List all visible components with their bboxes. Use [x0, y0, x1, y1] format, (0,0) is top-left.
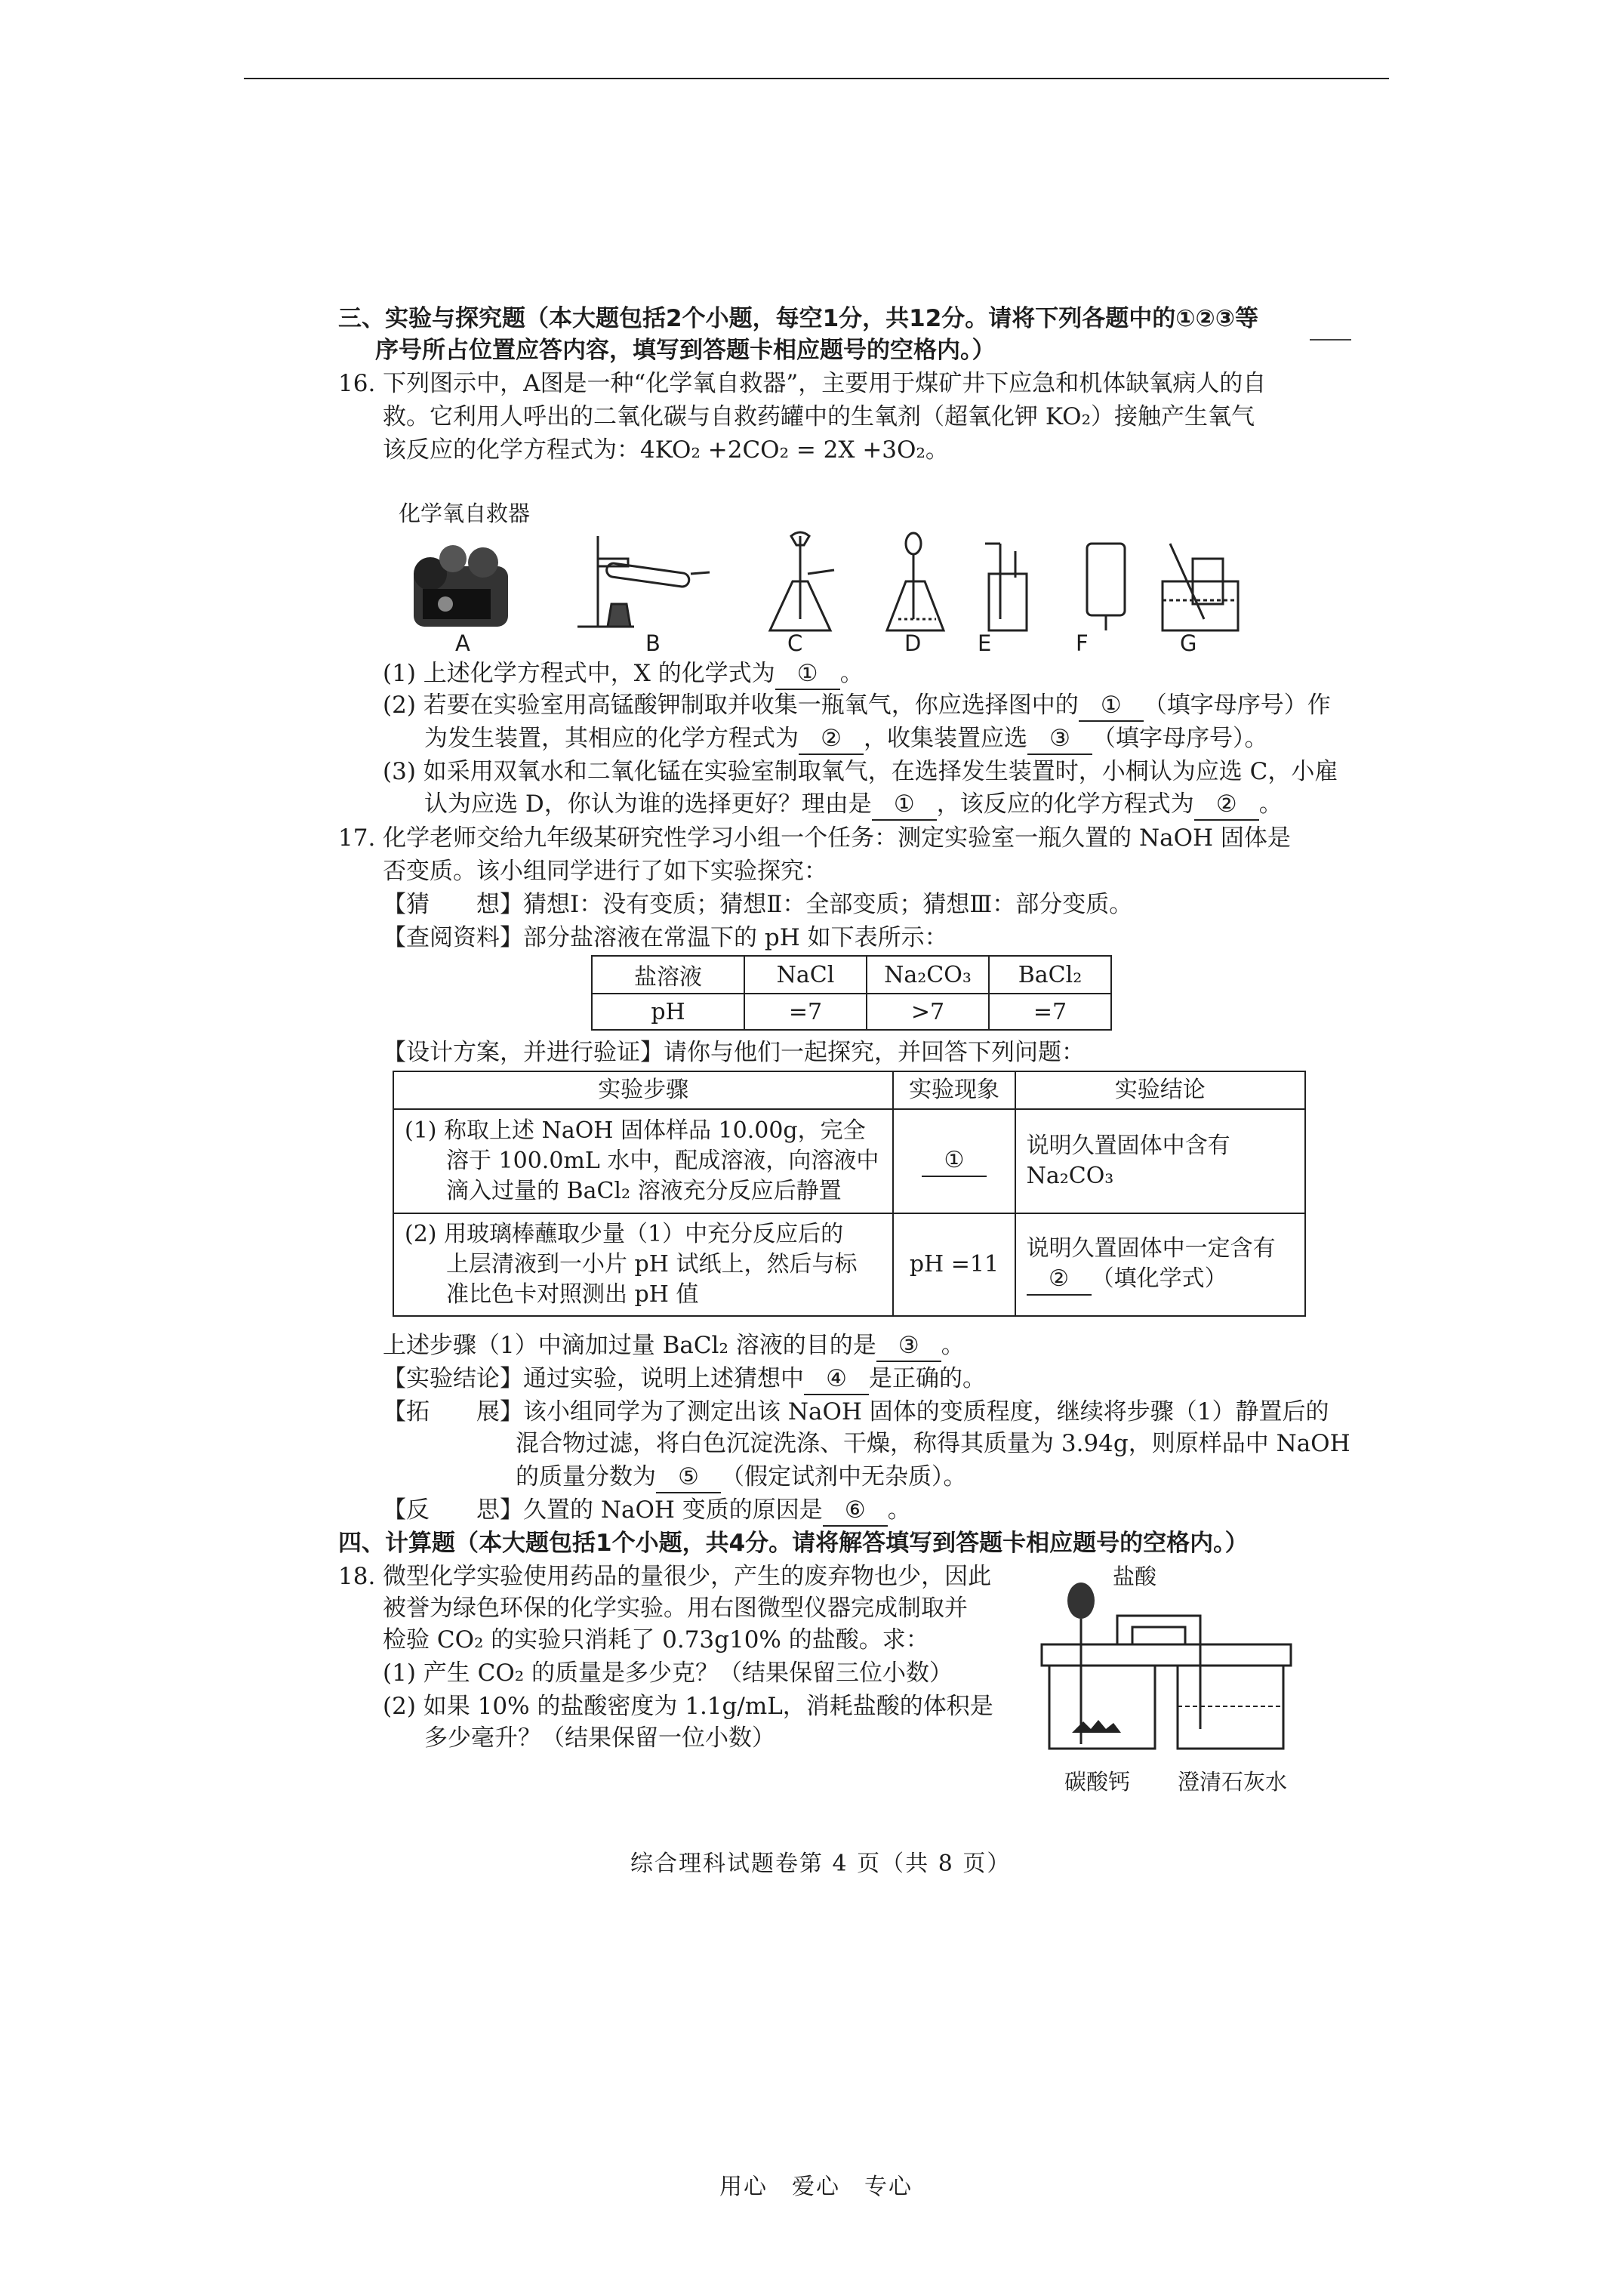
q16-p3a: (3) 如采用双氧水和二氧化锰在实验室制取氧气，在选择发生装置时，小桐认为应选 C，小雇 [383, 758, 1338, 785]
ph-table [591, 955, 1112, 1031]
q17-line2: 否变质。该小组同学进行了如下实验探究： [383, 858, 827, 885]
q18-fig-caco3: 碳酸钙 [1064, 1769, 1131, 1795]
q16-p2b [424, 723, 1268, 755]
q17-conclusion-text: 【实验结论】通过实验，说明上述猜想中 [383, 1365, 804, 1392]
ph-row-1: =7 [744, 994, 867, 1030]
margin-dash [1310, 339, 1351, 341]
q17-reflect-blank: ⑥ [823, 1495, 888, 1527]
q18-line6: 多少毫升？（结果保留一位小数） [424, 1724, 775, 1752]
fig-label-e: E [978, 630, 992, 656]
q17-conclusion-end: 是正确的。 [869, 1365, 986, 1392]
q16-p1-end: 。 [839, 660, 864, 687]
fig-label-a: A [455, 630, 470, 656]
exp-row1-step [393, 1109, 893, 1213]
q17-reflection: 【反 思】久置的 NaOH 变质的原因是 ⑥ 。 [383, 1495, 911, 1527]
q18-line3: 检验 CO₂ 的实验只消耗了 0.73g10% 的盐酸。求： [383, 1626, 929, 1653]
ph-header-3: BaCl₂ [989, 956, 1111, 994]
exp-header-conclusion: 实验结论 [1015, 1071, 1305, 1109]
exp-row2-conclusion-hint: （填化学式） [1091, 1265, 1227, 1292]
q16-p3b-blank2: ② [1194, 789, 1259, 821]
q18-fig-limewater: 澄清石灰水 [1178, 1769, 1288, 1795]
q18-line2: 被誉为绿色环保的化学实验。用右图微型仪器完成制取并 [383, 1595, 968, 1622]
q18-line5: (2) 如果 10% 的盐酸密度为 1.1g/mL，消耗盐酸的体积是 [383, 1693, 993, 1720]
apparatus-figure [400, 529, 1306, 642]
q17-purpose: 上述步骤（1）中滴加过量 BaCl₂ 溶液的目的是 ③ 。 [383, 1330, 965, 1362]
exp-row1-conclusion-line1: 说明久置固体中含有 [1026, 1133, 1230, 1159]
fig-label-g: G [1180, 630, 1197, 656]
fig-label-b: B [645, 630, 661, 656]
q18-line1: 18. 微型化学实验使用药品的量很少，产生的废弃物也少，因此 [338, 1563, 992, 1590]
q17-conclusion-blank: ④ [804, 1364, 869, 1395]
q17-design: 【设计方案，并进行验证】请你与他们一起探究，并回答下列问题： [383, 1039, 1085, 1066]
apparatus-g-trough [1163, 544, 1238, 630]
ph-header-0: 盐溶液 [592, 956, 744, 994]
q16-p3b-mid: ，该反应的化学方程式为 [936, 791, 1194, 818]
exp-row2-conclusion-line2 [1027, 1264, 1304, 1296]
q16-line3: 该反应的化学方程式为：4KO₂ +2CO₂ = 2X +3O₂。 [383, 436, 949, 464]
q17-guess: 【猜 想】猜想Ⅰ：没有变质；猜想Ⅱ：全部变质；猜想Ⅲ：部分变质。 [383, 891, 1133, 918]
exp-row2-step-line3: 准比色卡对照测出 pH 值 [446, 1281, 699, 1308]
q16-p3b-text: 认为应选 D，你认为谁的选择更好？理由是 [424, 791, 872, 818]
fig-label-d: D [904, 630, 922, 656]
dropper-bulb [1067, 1583, 1095, 1619]
ph-header-2: Na₂CO₃ [867, 956, 989, 994]
q17-conclusion [383, 1364, 986, 1395]
q17-purpose-blank: ③ [876, 1330, 941, 1362]
apparatus-d-flask [887, 533, 944, 630]
fig-label-c: C [787, 630, 803, 656]
exp-header-steps: 实验步骤 [393, 1071, 893, 1109]
exp-row1-step-line1: (1) 称取上述 NaOH 固体样品 10.00g，完全 [405, 1117, 866, 1144]
q17-extension-line3 [516, 1462, 967, 1493]
ph-header-1: NaCl [744, 956, 867, 994]
section3-title-line2: 序号所占位置应答内容，填写到答题卡相应题号的空格内。） [375, 337, 996, 364]
exp-row2-conclusion-line1: 说明久置固体中一定含有 [1026, 1235, 1276, 1262]
fig-caption: 化学氧自救器 [399, 501, 531, 526]
exp-row2-conclusion [1015, 1213, 1305, 1316]
apparatus-e-bottle [985, 544, 1027, 630]
exp-row2-conclusion-blank: ② [1027, 1264, 1092, 1296]
ph-row-3: =7 [989, 994, 1111, 1030]
experiment-table [393, 1071, 1306, 1317]
exp-row1-observation [893, 1109, 1015, 1213]
q16-p2a [383, 690, 1331, 722]
calcium-carbonate-lumps [1072, 1720, 1121, 1733]
q16-p2b-blank1: ② [799, 723, 864, 755]
q17-lookup: 【查阅资料】部分盐溶液在常温下的 pH 如下表所示： [383, 924, 948, 951]
q18-fig-hcl: 盐酸 [1113, 1564, 1157, 1589]
q16-line2: 救。它利用人呼出的二氧化碳与自救药罐中的生氧剂（超氧化钾 KO₂）接触产生氧气 [383, 403, 1255, 430]
apparatus-f-tube [1087, 544, 1125, 630]
exp-row1-step-line2: 溶于 100.0mL 水中，配成溶液，向溶液中 [446, 1148, 879, 1174]
q16-p1-text: (1) 上述化学方程式中，X 的化学式为 [383, 660, 775, 687]
exp-row1-conclusion [1015, 1109, 1305, 1213]
exp-row2-step-line1: (2) 用玻璃棒蘸取少量（1）中充分反应后的 [405, 1221, 844, 1247]
q17-extension-line1: 【拓 展】该小组同学为了测定出该 NaOH 固体的变质程度，继续将步骤（1）静置后的 [383, 1398, 1329, 1425]
q17-ext3-text: 的质量分数为 [516, 1463, 656, 1490]
q16-p3b-end: 。 [1258, 791, 1283, 818]
q16-line1: 16. 下列图示中，A图是一种“化学氧自救器”，主要用于煤矿井下应急和机体缺氧病人的自 [338, 370, 1267, 397]
q16-p2b-end: （填字母序号）。 [1092, 725, 1268, 752]
q16-p3b [424, 789, 1283, 821]
q16-p2b-mid: ，收集装置应选 [864, 725, 1027, 752]
apparatus-b-heating [577, 536, 710, 627]
q18-line4: (1) 产生 CO₂ 的质量是多少克？（结果保留三位小数） [383, 1660, 953, 1687]
exp-row2-observation: pH =11 [893, 1213, 1015, 1316]
footer-motto: 用心 爱心 专心 [719, 2174, 913, 2200]
exp-header-observation: 实验现象 [893, 1071, 1015, 1109]
section4-title: 四、计算题（本大题包括1个小题，共4分。请将解答填写到答题卡相应题号的空格内。） [338, 1530, 1249, 1557]
q16-p3b-blank1: ① [872, 789, 937, 821]
q16-p2a-text: (2) 若要在实验室用高锰酸钾制取并收集一瓶氧气，你应选择图中的 [383, 692, 1079, 719]
top-rule [244, 78, 1389, 79]
ph-row-2: >7 [867, 994, 989, 1030]
q17-purpose-text: 上述步骤（1）中滴加过量 BaCl₂ 溶液的目的是 [383, 1332, 876, 1359]
q16-p2a-blank: ① [1079, 690, 1144, 722]
exp-row1-conclusion-line2: Na₂CO₃ [1026, 1163, 1114, 1189]
q16-p2b-blank2: ③ [1027, 723, 1092, 755]
apparatus-a-rescuer [414, 545, 508, 627]
q16-p1-blank: ① [775, 658, 840, 690]
q17-ext3-blank: ⑤ [656, 1462, 721, 1493]
q17-ext3-end: （假定试剂中无杂质）。 [721, 1463, 967, 1490]
q17-line1: 17. 化学老师交给九年级某研究性学习小组一个任务：测定实验室一瓶久置的 NaOH 固体是 [338, 824, 1291, 852]
q16-p2b-text: 为发生装置，其相应的化学方程式为 [424, 725, 799, 752]
page-number: 综合理科试题卷第 4 页（共 8 页） [630, 1851, 1012, 1877]
q17-reflect-text: 【反 思】久置的 NaOH 变质的原因是 [383, 1496, 823, 1524]
q16-p1 [383, 658, 864, 690]
apparatus-c-flask [770, 532, 834, 630]
section3-title-line1: 三、实验与探究题（本大题包括2个小题，每空1分，共12分。请将下列各题中的①②③等 [338, 305, 1259, 332]
q17-extension-line2: 混合物过滤，将白色沉淀洗涤、干燥，称得其质量为 3.94g，则原样品中 NaOH [516, 1430, 1350, 1457]
exp-row2-step [393, 1213, 893, 1316]
ph-row-0: pH [592, 994, 744, 1030]
exp-row2-step-line2: 上层清液到一小片 pH 试纸上，然后与标 [446, 1251, 858, 1277]
fig-label-f: F [1076, 630, 1089, 656]
exp-row1-step-line3: 滴入过量的 BaCl₂ 溶液充分反应后静置 [446, 1178, 842, 1204]
micro-apparatus-figure [1034, 1578, 1313, 1767]
q16-p2a-end: （填字母序号）作 [1143, 692, 1331, 719]
exp-row1-observation-blank: ① [922, 1145, 987, 1177]
